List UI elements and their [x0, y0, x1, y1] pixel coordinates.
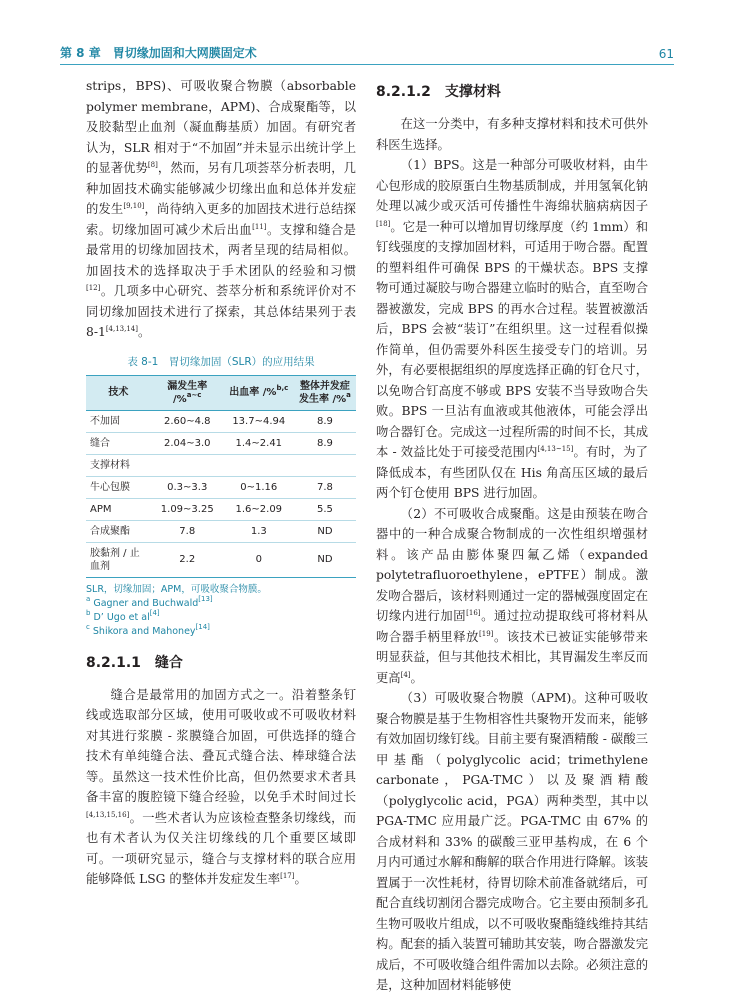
note-c: $^c$ Shikora and Mahoney[14]	[86, 622, 210, 637]
right-column	[376, 82, 648, 996]
slr-results-table	[86, 375, 356, 578]
table-row: APM 1.09~3.25 1.6~2.09 5.5	[86, 498, 356, 520]
table-header-complication-rate: 整体并发症发生率 /%$^a$	[294, 375, 356, 410]
note-b: $^b$ D’ Ugo et al[4]	[86, 608, 160, 623]
table-row: 牛心包膜 0.3~3.3 0~1.16 7.8	[86, 476, 356, 498]
chapter-title: 第 8 章 胃切缘加固和大网膜固定术	[60, 46, 257, 60]
paragraph-intro: strips，BPS)、可吸收聚合物膜（absorbable polymer membrane，APM)、合成聚酯等，以及胶黏型止血剂（凝血酶基质）加固。有研究者认为，SLR 相对于“不加固”并未显示出统计学上的显著优势[8]，然而，另有几项荟萃分析表明，几种加固技术确实能够减少切缘出血和总体并发症的发生[9,10]，尚待纳入更多的加固技术进行总结探索。切缘加固可减少术后出血[11]。支撑和缝合是最常用的切缘加固技术，两者呈现的结局相似。加固技术的选择取决于手术团队的经验和习惯[12]。几项多中心研究、荟萃分析和系统评价对不同切缘加固技术进行了探索，其总体结果列于表 8-1[4,13,14]。	[86, 79, 356, 339]
paragraph-polyester: （2）不可吸收合成聚酯。这是由预装在吻合器中的一种合成聚合物制成的一次性组织增强材料。该产品由膨体聚四氟乙烯（expanded polytetrafluoroethylene，ePTFE）制成。激发吻合器后，该材料则通过一定的器械强度固定在切缘内进行加固[16]。通过拉动提取线可将材料从吻合器手柄里释放[19]。该技术已被证实能够带来明显获益，但与其他技术相比，其胃漏发生率反而更高[4]。	[376, 506, 648, 685]
running-header	[60, 41, 674, 61]
table-row: 不加固 2.60~4.8 13.7~4.94 8.9	[86, 410, 356, 432]
note-abbrev: SLR，切缘加固；APM，可吸收聚合物膜。	[86, 583, 267, 595]
header-rule	[60, 64, 674, 65]
table-row: 合成聚酯 7.8 1.3 ND	[86, 520, 356, 542]
note-a: $^a$ Gagner and Buchwald[13]	[86, 594, 213, 609]
table-notes	[86, 583, 356, 639]
section-heading-suture: 8.2.1.1 缝合	[86, 654, 183, 671]
left-column	[86, 76, 356, 890]
paragraph-apm: （3）可吸收聚合物膜（APM)。这种可吸收聚合物膜是基于生物相容性共聚物开发而来，能够有效加固切缘钉线。目前主要有聚酒精酸 - 碳酸三甲基酯（polyglycolic acid；trimethylene carbonate，PGA-TMC）以及聚酒精酸（polyglycolic acid，PGA）两种类型，其中以 PGA-TMC 应用最广泛。PGA-TMC 由 67% 的合成材料和 33% 的碳酸三亚甲基构成，在 6 个月内可通过水解和酶解的联合作用进行降解。该装置属于一次性耗材，待胃切除术前准备就绪后，可配合直线切割闭合器完成吻合。它主要由预制多孔生物可吸收片组成，以不可吸收聚酯缝线维持其结构。配套的插入装置可辅助其安装，吻合器激发完成后，不可吸收缝合组件需加以去除。必须注意的是，这种加固材料能够使	[376, 691, 648, 992]
table-caption: 表 8-1 胃切缘加固（SLR）的应用结果	[127, 355, 315, 368]
table-header-technique: 技术	[86, 375, 151, 410]
paragraph-bps: （1）BPS。这是一种部分可吸收材料，由牛心包形成的胶原蛋白生物基质制成，并用氢氧化钠处理以减少或灭活可传播性牛海绵状脑病病因子[18]。它是一种可以增加胃切缘厚度（约 1mm）和钉线强度的支撑加固材料，可适用于吻合器。配置的塑料组件可确保 BPS 的干燥状态。BPS 支撑物可通过凝胶与吻合器建立临时的贴合，直至吻合器被激发，完成 BPS 的再水合过程。装置被激活后，BPS 会被“装订”在组织里。这一过程看似操作简单，但仍需要外科医生接受专门的培训。另外，有必要根据组织的厚度选择正确的钉仓尺寸，以免吻合钉高度不够或 BPS 安装不当导致吻合失败。BPS 一旦沾有血液或其他液体，可能会浮出吻合器钉仓。完成这一过程所需的时间不长，其成本 - 效益比处于可接受范围内[4,13~15]。有时，为了降低成本，有些团队仅在 His 角高压区域的最后两个钉仓使用 BPS 进行加固。	[376, 158, 648, 500]
page-number: 61	[658, 47, 674, 61]
table-header-leak-rate: 漏发生率 /%$^{a\sim c}$	[151, 375, 224, 410]
table-row: 胶黏剂 / 止血剂 2.2 0 ND	[86, 542, 356, 577]
section-heading-support: 8.2.1.2 支撑材料	[376, 84, 501, 100]
table-row: 支撑材料	[86, 454, 356, 476]
paragraph-support-intro: 在这一分类中，有多种支撑材料和技术可供外科医生选择。	[376, 117, 648, 152]
table-header-row	[86, 375, 356, 410]
paragraph-suture: 缝合是最常用的加固方式之一。沿着整条钉线或选取部分区域，使用可吸收或不可吸收材料对其进行浆膜 - 浆膜缝合加固，可供选择的缝合技术有单纯缝合法、叠瓦式缝合法、棒球缝合法等。虽然这一技术性价比高，但仍然要求术者具备丰富的腹腔镜下缝合经验，以免手术时间过长[4,13,15,16]。一些术者认为应该检查整条切缘线，而也有术者认为仅关注切缘线的几个重要区域即可。一项研究显示，缝合与支撑材料的联合应用能够降低 LSG 的整体并发症发生率[17]。	[86, 687, 356, 886]
table-row: 缝合 2.04~3.0 1.4~2.41 8.9	[86, 432, 356, 454]
table-header-bleeding-rate: 出血率 /%$^{b,c}$	[224, 375, 294, 410]
